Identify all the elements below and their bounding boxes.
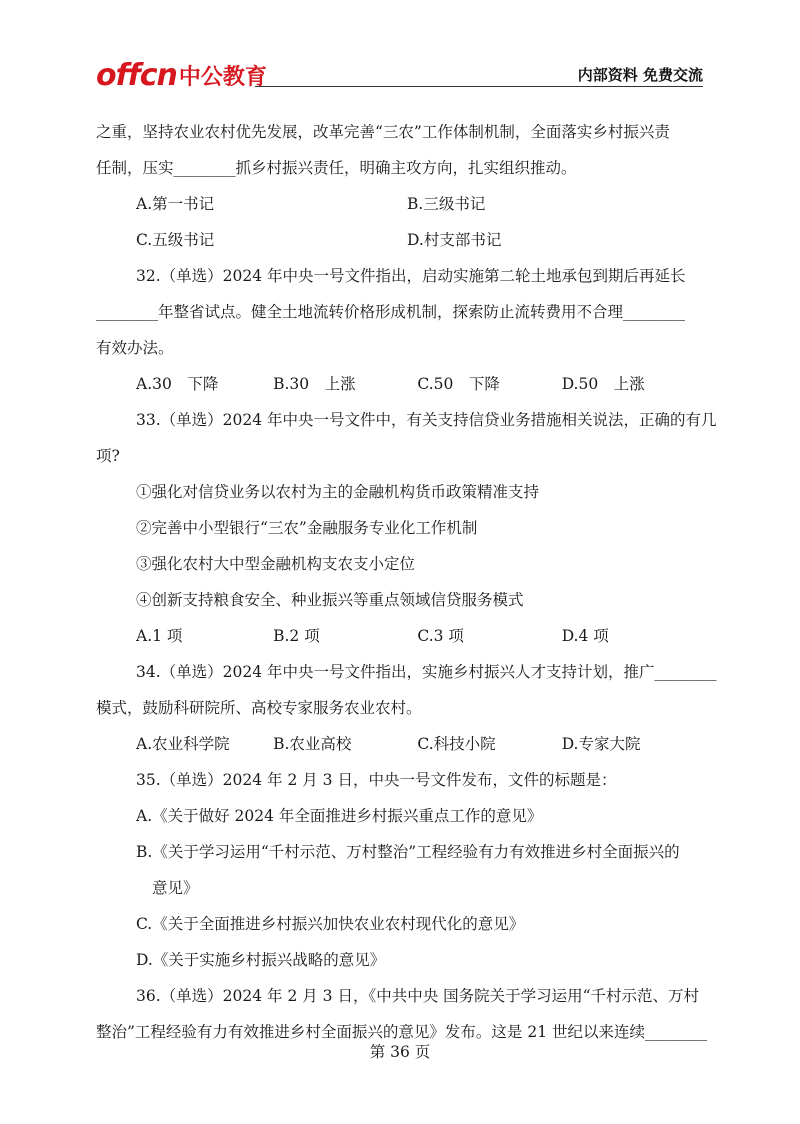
option-a: A.《关于做好 2024 年全面推进乡村振兴重点工作的意见》 — [136, 807, 543, 825]
text-line: 之重，坚持农业农村优先发展，改革完善“三农”工作体制机制，全面落实乡村振兴责 — [96, 123, 670, 141]
option-b: B.农业高校 — [273, 735, 352, 753]
option-c: C.科技小院 — [417, 735, 496, 753]
document-body — [96, 114, 717, 1050]
q31-options — [96, 186, 706, 222]
option-b: B.2 项 — [273, 627, 320, 645]
header-divider — [255, 86, 703, 87]
text-line: 有效办法。 — [96, 339, 174, 357]
option-c: C.五级书记 — [136, 231, 215, 249]
logo-chinese: 中公教育 — [178, 65, 267, 90]
q33-options — [96, 618, 706, 654]
q33-item: ③强化农村大中型金融机构支农支小定位 — [136, 555, 416, 573]
option-b: B.30 上涨 — [273, 375, 356, 393]
option-a: A.30 下降 — [136, 375, 219, 393]
option-d: D.村支部书记 — [407, 231, 502, 249]
option-c: C.3 项 — [417, 627, 464, 645]
question-35-line: 35.（单选）2024 年 2 月 3 日，中央一号文件发布，文件的标题是： — [136, 771, 617, 789]
page-header — [0, 0, 800, 100]
option-d: D.《关于实施乡村振兴战略的意见》 — [136, 951, 386, 969]
option-a: A.1 项 — [136, 627, 183, 645]
offcn-logo — [96, 58, 267, 92]
option-b: B.《关于学习运用“千村示范、万村整治”工程经验有力有效推进乡村全面振兴的 — [136, 843, 680, 861]
question-33-line: 33.（单选）2024 年中央一号文件中，有关支持信贷业务措施相关说法，正确的有几 — [136, 411, 717, 429]
option-b-cont: 意见》 — [152, 879, 199, 897]
text-line: 整治”工程经验有力有效推进乡村全面振兴的意见》发布。这是 21 世纪以来连续________ — [96, 1023, 708, 1041]
logo-latin: offcn — [96, 58, 177, 93]
option-b: B.三级书记 — [407, 195, 486, 213]
question-32-line: 32.（单选）2024 年中央一号文件指出，启动实施第二轮土地承包到期后再延长 — [136, 267, 686, 285]
text-line: 任制，压实________抓乡村振兴责任，明确主攻方向，扎实组织推动。 — [96, 159, 577, 177]
option-c: C.50 下降 — [417, 375, 500, 393]
page-number: 第 36 页 — [369, 1043, 431, 1061]
text-line: ________年整省试点。健全土地流转价格形成机制，探索防止流转费用不合理________ — [96, 303, 686, 321]
option-d: D.专家大院 — [561, 735, 641, 753]
option-d: D.4 项 — [561, 627, 609, 645]
option-c: C.《关于全面推进乡村振兴加快农业农村现代化的意见》 — [136, 915, 525, 933]
text-line: 项? — [96, 447, 120, 465]
header-tag: 内部资料 免费交流 — [577, 66, 703, 84]
option-a: A.农业科学院 — [136, 735, 230, 753]
q33-item: ①强化对信贷业务以农村为主的金融机构货币政策精准支持 — [136, 483, 540, 501]
option-a: A.第一书记 — [136, 195, 215, 213]
text-line: 模式，鼓励科研院所、高校专家服务农业农村。 — [96, 699, 422, 717]
option-d: D.50 上涨 — [561, 375, 645, 393]
question-36-line: 36.（单选）2024 年 2 月 3 日，《中共中央 国务院关于学习运用“千村示范、万村 — [136, 987, 700, 1005]
q34-options — [96, 726, 706, 762]
q33-item: ④创新支持粮食安全、种业振兴等重点领域信贷服务模式 — [136, 591, 524, 609]
question-34-line: 34.（单选）2024 年中央一号文件指出，实施乡村振兴人才支持计划，推广________ — [136, 663, 717, 681]
q31-options-row2 — [96, 222, 706, 258]
q33-item: ②完善中小型银行“三农”金融服务专业化工作机制 — [136, 519, 478, 537]
q32-options — [96, 366, 706, 402]
